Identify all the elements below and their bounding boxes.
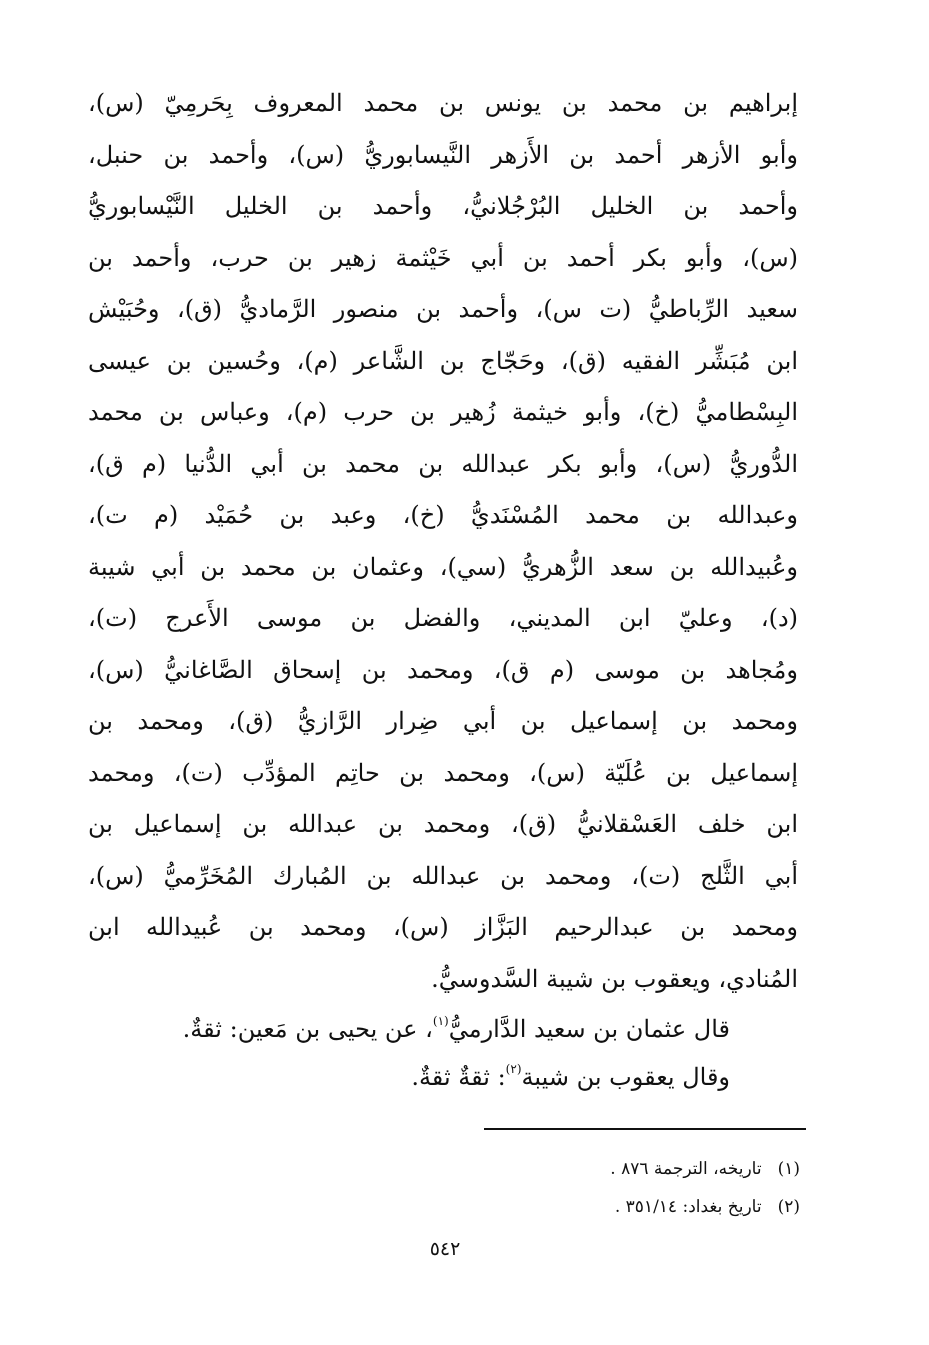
text-line: البِسْطاميُّ (خ)، وأبو خيثمة زُهير بن حرب (م)، وعباس بن محمد: [88, 398, 798, 426]
footnote-marker: (١): [432, 1014, 449, 1028]
text-line: ومحمد بن عبدالرحيم البَزَّاز (س)، ومحمد بن عُبيدالله ابن: [88, 913, 798, 941]
footnote-item: [480, 1188, 800, 1226]
text-line: وعبدالله بن محمد المُسْنَديُّ (خ)، وعبد بن حُمَيْد (م ت)،: [88, 501, 798, 529]
text-line: وعُبيدالله بن سعد الزُّهريُّ (سي)، وعثمان بن محمد بن أبي شيبة: [88, 552, 798, 581]
footnote-marker: (٢): [505, 1062, 522, 1076]
page-number: ٥٤٢: [429, 1238, 461, 1260]
quote-text: : ثقةٌ ثقةٌ.: [411, 1063, 506, 1091]
text-line: (س)، وأبو بكر أحمد بن أبي خَيْثمة زهير بن حرب، وأحمد بن: [88, 243, 798, 272]
footnote-separator: [484, 1128, 806, 1130]
footnote-item: [480, 1150, 800, 1188]
footnotes: [480, 1150, 800, 1226]
text-line: (د)، وعليّ ابن المديني، والفضل بن موسى الأَعرج (ت)،: [88, 604, 798, 632]
quote-yaqub: [88, 1053, 798, 1101]
footnote-number: (٢): [777, 1197, 800, 1217]
text-line: أبي الثَّلج (ت)، ومحمد بن عبدالله بن المُبارك المُخَرِّميُّ (س)،: [88, 861, 799, 890]
text-line: سعيد الرِّباطيُّ (ت س)، وأحمد بن منصور الرَّماديُّ (ق)، وحُبَيْش: [88, 295, 798, 323]
quote-text: ، عن يحيى بن مَعين: ثقةٌ.: [182, 1015, 433, 1043]
text-line: وأحمد بن الخليل البُرْجُلانيُّ، وأحمد بن الخليل النَّيْسابوريُّ: [88, 192, 798, 220]
text-line: ابن مُبَشِّر الفقيه (ق)، وحَجّاج بن الشَّاعر (م)، وحُسين بن عيسى: [88, 346, 798, 375]
text-line: الدُّوريُّ (س)، وأبو بكر عبدالله بن محمد بن أبي الدُّنيا (م ق)،: [88, 449, 799, 478]
text-line: ومحمد بن إسماعيل بن أبي ضِرار الرَّازيُّ (ق)، ومحمد بن: [88, 707, 798, 735]
quote-text: وقال يعقوب بن شيبة: [521, 1063, 730, 1091]
footnote-number: (١): [777, 1159, 800, 1179]
quote-darimi: [88, 1005, 798, 1053]
text-line: المُنادي، ويعقوب بن شيبة السَّدوسيُّ.: [431, 964, 798, 993]
text-line: إسماعيل بن عُلَيّة (س)، ومحمد بن حاتِم المؤدِّب (ت)، ومحمد: [88, 758, 798, 787]
footnote-text: تاريخ بغداد: ٣٥١/١٤ .: [614, 1197, 762, 1217]
text-line: وأبو الأزهر أحمد بن الأَزهر النَّيسابوريُّ (س)، وأحمد بن حنبل،: [88, 140, 798, 169]
text-line: إبراهيم بن محمد بن يونس بن محمد المعروف بِحَرمِيّ (س)،: [88, 89, 798, 117]
text-line: ابن خلف العَسْقلانيُّ (ق)، ومحمد بن عبدالله بن إسماعيل بن: [88, 810, 798, 838]
quote-text: قال عثمان بن سعيد الدَّارميُّ: [448, 1015, 730, 1043]
text-line: ومُجاهد بن موسى (م ق)، ومحمد بن إسحاق الصَّاغانيُّ (س)،: [88, 655, 798, 684]
footnote-text: تاريخه، الترجمة ٨٧٦ .: [610, 1159, 762, 1179]
main-text: [88, 78, 798, 1101]
